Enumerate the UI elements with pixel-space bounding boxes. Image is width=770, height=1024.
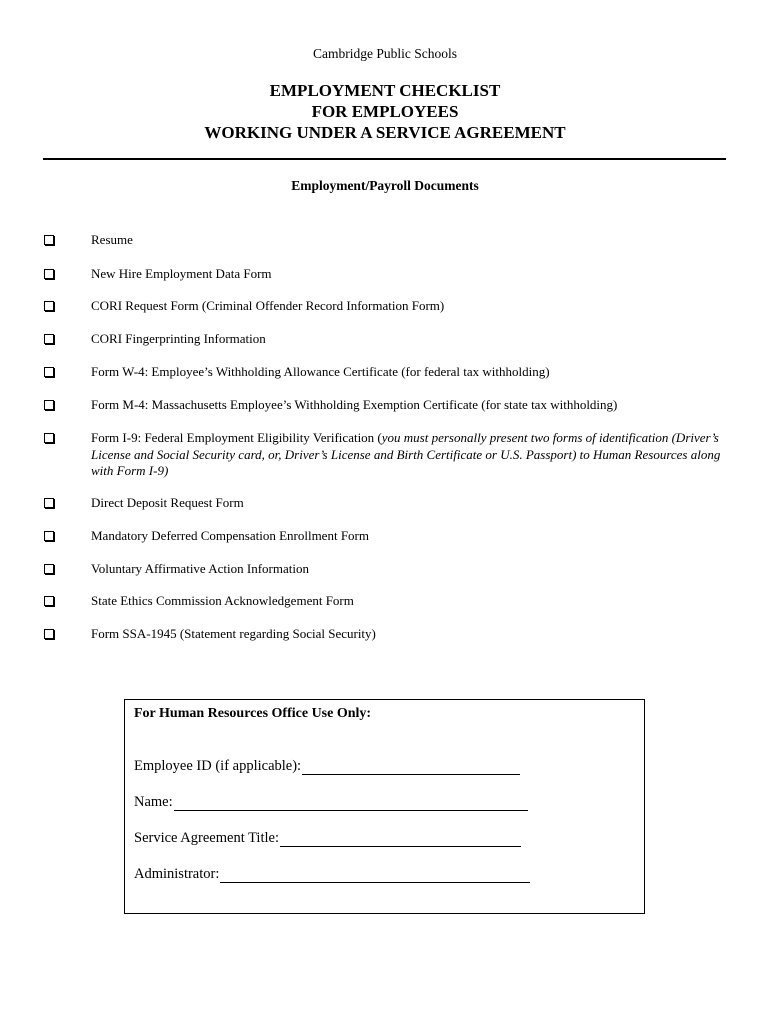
checkbox[interactable] (44, 433, 54, 443)
employee-id-field (134, 758, 520, 775)
administrator-field (134, 866, 530, 883)
hr-box-heading: For Human Resources Office Use Only: (134, 706, 372, 721)
checklist-item-label: Mandatory Deferred Compensation Enrollment Form (91, 528, 369, 543)
administrator-input[interactable] (220, 868, 530, 883)
checklist-item-main-text: Form I-9: Federal Employment Eligibility Verification ( (91, 430, 382, 445)
employee-id-label: Employee ID (if applicable): (134, 758, 302, 774)
service-agreement-title-input[interactable] (280, 832, 521, 847)
checklist-item-label: Form SSA-1945 (Statement regarding Social Security) (91, 626, 376, 641)
title-line-1: EMPLOYMENT CHECKLIST (269, 81, 501, 100)
checkbox[interactable] (44, 235, 54, 245)
checkbox[interactable] (44, 269, 54, 279)
hr-office-use-box (124, 699, 645, 914)
checklist-item-label: New Hire Employment Data Form (91, 266, 272, 281)
service-agreement-title-label: Service Agreement Title: (134, 830, 279, 846)
section-heading: Employment/Payroll Documents (291, 178, 479, 193)
checklist-item-label: State Ethics Commission Acknowledgement Form (91, 593, 354, 608)
checklist-item-label: Form M-4: Massachusetts Employee’s Withholding Exemption Certificate (for state tax withholding) (91, 397, 618, 412)
checkbox[interactable] (44, 629, 54, 639)
title-divider (43, 158, 726, 160)
name-field (134, 794, 528, 811)
checkbox[interactable] (44, 531, 54, 541)
title-line-3: WORKING UNDER A SERVICE AGREEMENT (204, 123, 566, 142)
checkbox[interactable] (44, 367, 54, 377)
checkbox[interactable] (44, 564, 54, 574)
checklist-item-label: Direct Deposit Request Form (91, 495, 244, 510)
checklist-item-label: Resume (91, 232, 133, 247)
administrator-label: Administrator: (134, 866, 220, 882)
checkbox[interactable] (44, 334, 54, 344)
checkbox[interactable] (44, 498, 54, 508)
checkbox[interactable] (44, 400, 54, 410)
checklist-item-label: Form W-4: Employee’s Withholding Allowance Certificate (for federal tax withholding) (91, 364, 550, 379)
title-line-2: FOR EMPLOYEES (311, 102, 459, 121)
organization-name: Cambridge Public Schools (313, 46, 457, 61)
checkbox[interactable] (44, 596, 54, 606)
checklist-item-label: CORI Fingerprinting Information (91, 331, 266, 346)
document-title (0, 80, 770, 143)
name-label: Name: (134, 794, 173, 810)
checklist-item-label (91, 430, 731, 480)
checkbox[interactable] (44, 301, 54, 311)
employee-id-input[interactable] (302, 760, 520, 775)
checklist-item-label: CORI Request Form (Criminal Offender Record Information Form) (91, 298, 445, 313)
name-input[interactable] (174, 796, 528, 811)
service-agreement-title-field (134, 830, 521, 847)
checklist-item-note: you must personally present two forms of identification (Driver’s License and Social Security card, or, Driver’s License and Birth Certificate or U.S. Passport) to Human Resources along with Form I-9) (91, 430, 721, 478)
checklist-item-label: Voluntary Affirmative Action Information (91, 561, 309, 576)
